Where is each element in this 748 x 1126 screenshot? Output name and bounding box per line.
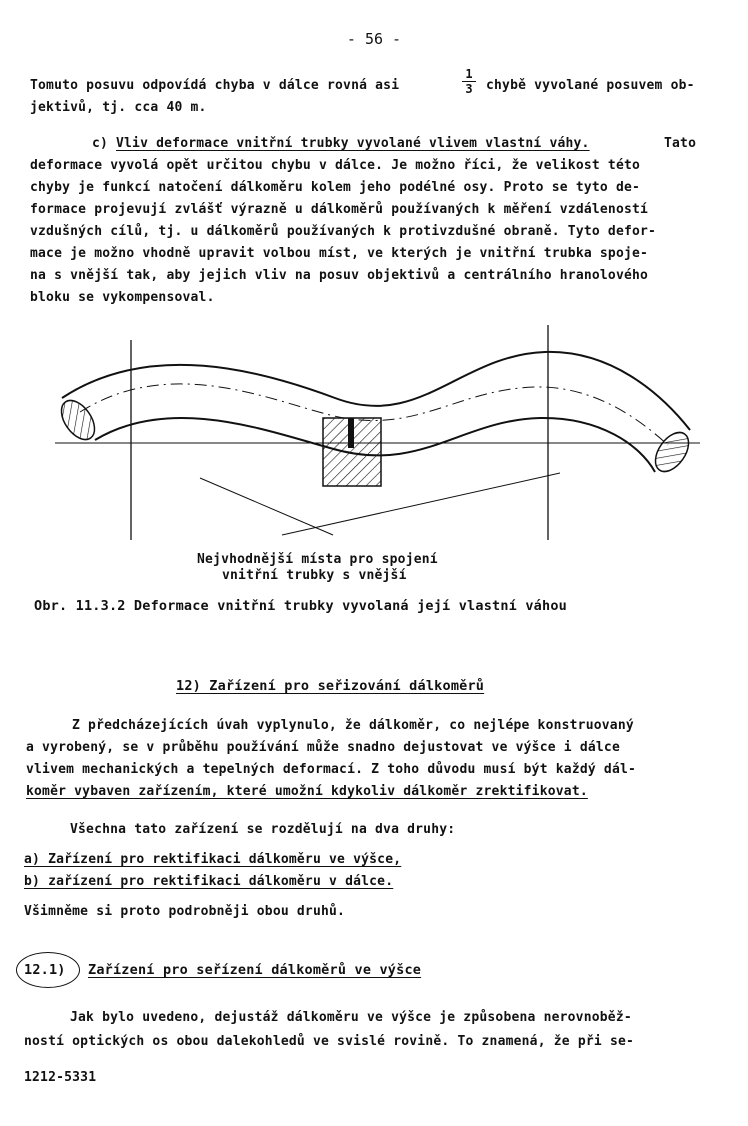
para2-line: bloku se vykompensoval. [30,290,215,305]
page-number: - 56 - [346,30,402,48]
section12-line: Z předcházejících úvah vyplynulo, že dálkoměr, co nejlépe konstruovaný [72,718,634,733]
para2-line: mace je možno vhodně upravit volbou míst, ve kterých je vnitřní trubka spoje- [30,246,649,261]
para2-line: vzdušných cílů, tj. u dálkoměrů používaných k protivzdušné obraně. Tyto defor- [30,224,657,239]
tube-end-left [55,395,102,446]
section12-item-a: a) Zařízení pro rektifikaci dálkoměru ve výšce, [24,852,402,867]
central-joint-post [348,418,354,448]
section12-line: koměr vybaven zařízením, které umožní kdykoliv dálkoměr zrektifikovat. [26,784,588,799]
footer-code: 1212-5331 [24,1070,97,1085]
section-12-heading: 12) Zařízení pro seřizování dálkoměrů [176,678,485,694]
section12-item-b: b) zařízení pro rektifikaci dálkoměru v dálce. [24,874,394,889]
section-12-1-number: 12.1) [24,962,66,978]
figure-caption: Obr. 11.3.2 Deformace vnitřní trubky vyvolaná její vlastní váhou [34,598,567,614]
para2-suffix: Tato [664,136,697,151]
figure-label-line1: Nejvhodnější místa pro spojení [197,552,438,567]
para1-line1b: chybě vyvolané posuvem ob- [486,78,695,93]
para2-title: Vliv deformace vnitřní trubky vyvolané vlivem vlastní váhy. [116,136,590,151]
section12-line: a vyrobený, se v průběhu používání může snadno dejustovat ve výšce i dálce [26,740,620,755]
para1-line1a: Tomuto posuvu odpovídá chyba v dálce rovná asi [30,78,400,93]
pointer-line-left [200,478,333,535]
fraction-denominator: 3 [465,82,473,96]
figure-label-line2: vnitřní trubky s vnější [222,568,407,583]
fraction-numerator: 1 [462,68,476,82]
section-12-1-title: Zařízení pro seřízení dálkoměrů ve výšce [88,962,422,978]
para2-line: deformace vyvolá opět určitou chybu v dálce. Je možno říci, že velikost této [30,158,641,173]
section12-line: vlivem mechanických a tepelných deformací. Z toho důvodu musí být každý dál- [26,762,637,777]
para1-line2: jektivů, tj. cca 40 m. [30,100,207,115]
section121-line: ností optických os obou dalekohledů ve svislé rovině. To znamená, že při se- [24,1034,635,1049]
section12-intro: Všechna tato zařízení se rozdělují na dva druhy: [70,822,456,837]
section121-line: Jak bylo uvedeno, dejustáž dálkoměru ve výšce je způsobena nerovnoběž- [70,1010,632,1025]
section12-closing: Všimněme si proto podrobněji obou druhů. [24,904,346,919]
para2-line: formace projevují zvlášť výrazně u dálkoměrů používaných k měření vzdáleností [30,202,649,217]
para2-line: chyby je funkcí natočení dálkoměru kolem jeho podélné osy. Proto se tyto de- [30,180,641,195]
para2-prefix: c) [92,136,109,151]
para2-line: na s vnější tak, aby jejich vliv na posuv objektivů a centrálního hranolového [30,268,649,283]
